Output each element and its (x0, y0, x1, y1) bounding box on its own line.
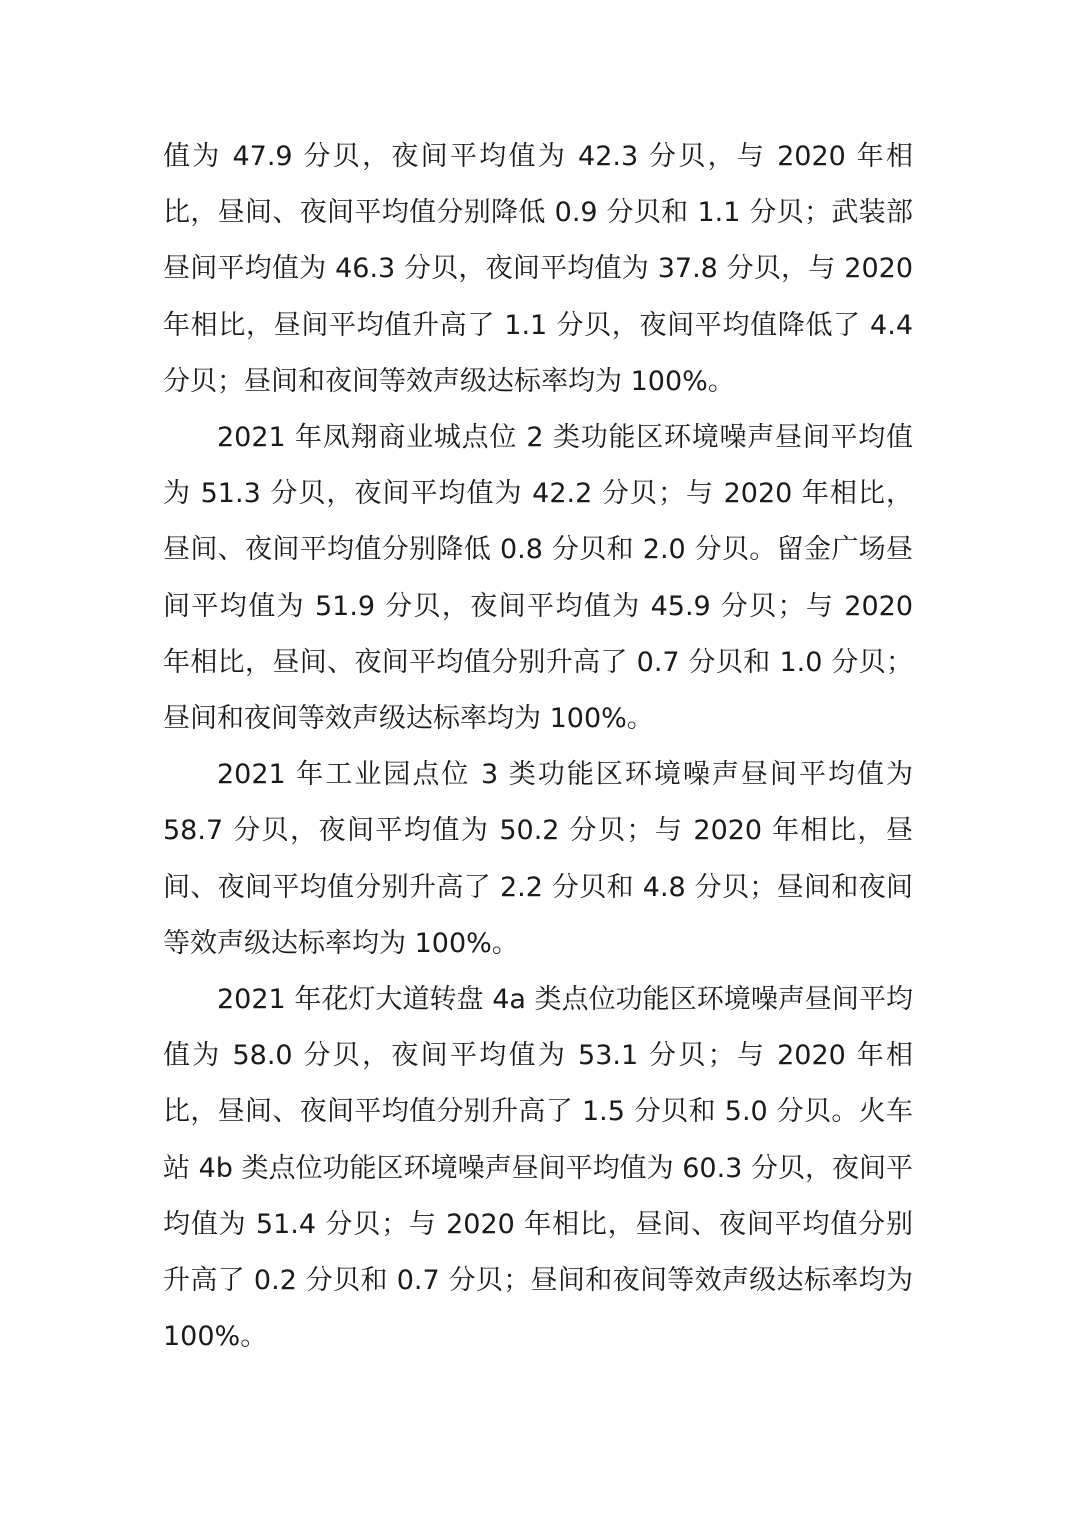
document-body (163, 129, 913, 1365)
paragraph-4: 2021 年花灯大道转盘 4a 类点位功能区环境噪声昼间平均值为 58.0 分贝，夜间平均值为 53.1 分贝；与 2020 年相比，昼间、夜间平均值分别升高了 1.5 分贝和 5.0 分贝。火车站 4b 类点位功能区环境噪声昼间平均值为 60.3 分贝，夜间平均值为 51.4 分贝；与 2020 年相比，昼间、夜间平均值分别升高了 0.2 分贝和 0.7 分贝；昼间和夜间等效声级达标率均为 100%。 (163, 984, 913, 1353)
paragraph-3: 2021 年工业园点位 3 类功能区环境噪声昼间平均值为 58.7 分贝，夜间平均值为 50.2 分贝；与 2020 年相比，昼间、夜间平均值分别升高了 2.2 分贝和 4.8 分贝；昼间和夜间等效声级达标率均为 100%。 (163, 759, 913, 959)
paragraph-2: 2021 年凤翔商业城点位 2 类功能区环境噪声昼间平均值为 51.3 分贝，夜间平均值为 42.2 分贝；与 2020 年相比，昼间、夜间平均值分别降低 0.8 分贝和 2.0 分贝。留金广场昼间平均值为 51.9 分贝，夜间平均值为 45.9 分贝；与 2020 年相比，昼间、夜间平均值分别升高了 0.7 分贝和 1.0 分贝；昼间和夜间等效声级达标率均为 100%。 (163, 422, 913, 735)
paragraph-1: 值为 47.9 分贝，夜间平均值为 42.3 分贝，与 2020 年相比，昼间、夜间平均值分别降低 0.9 分贝和 1.1 分贝；武装部昼间平均值为 46.3 分贝，夜间平均值为 37.8 分贝，与 2020 年相比，昼间平均值升高了 1.1 分贝，夜间平均值降低了 4.4 分贝；昼间和夜间等效声级达标率均为 100%。 (163, 141, 913, 397)
